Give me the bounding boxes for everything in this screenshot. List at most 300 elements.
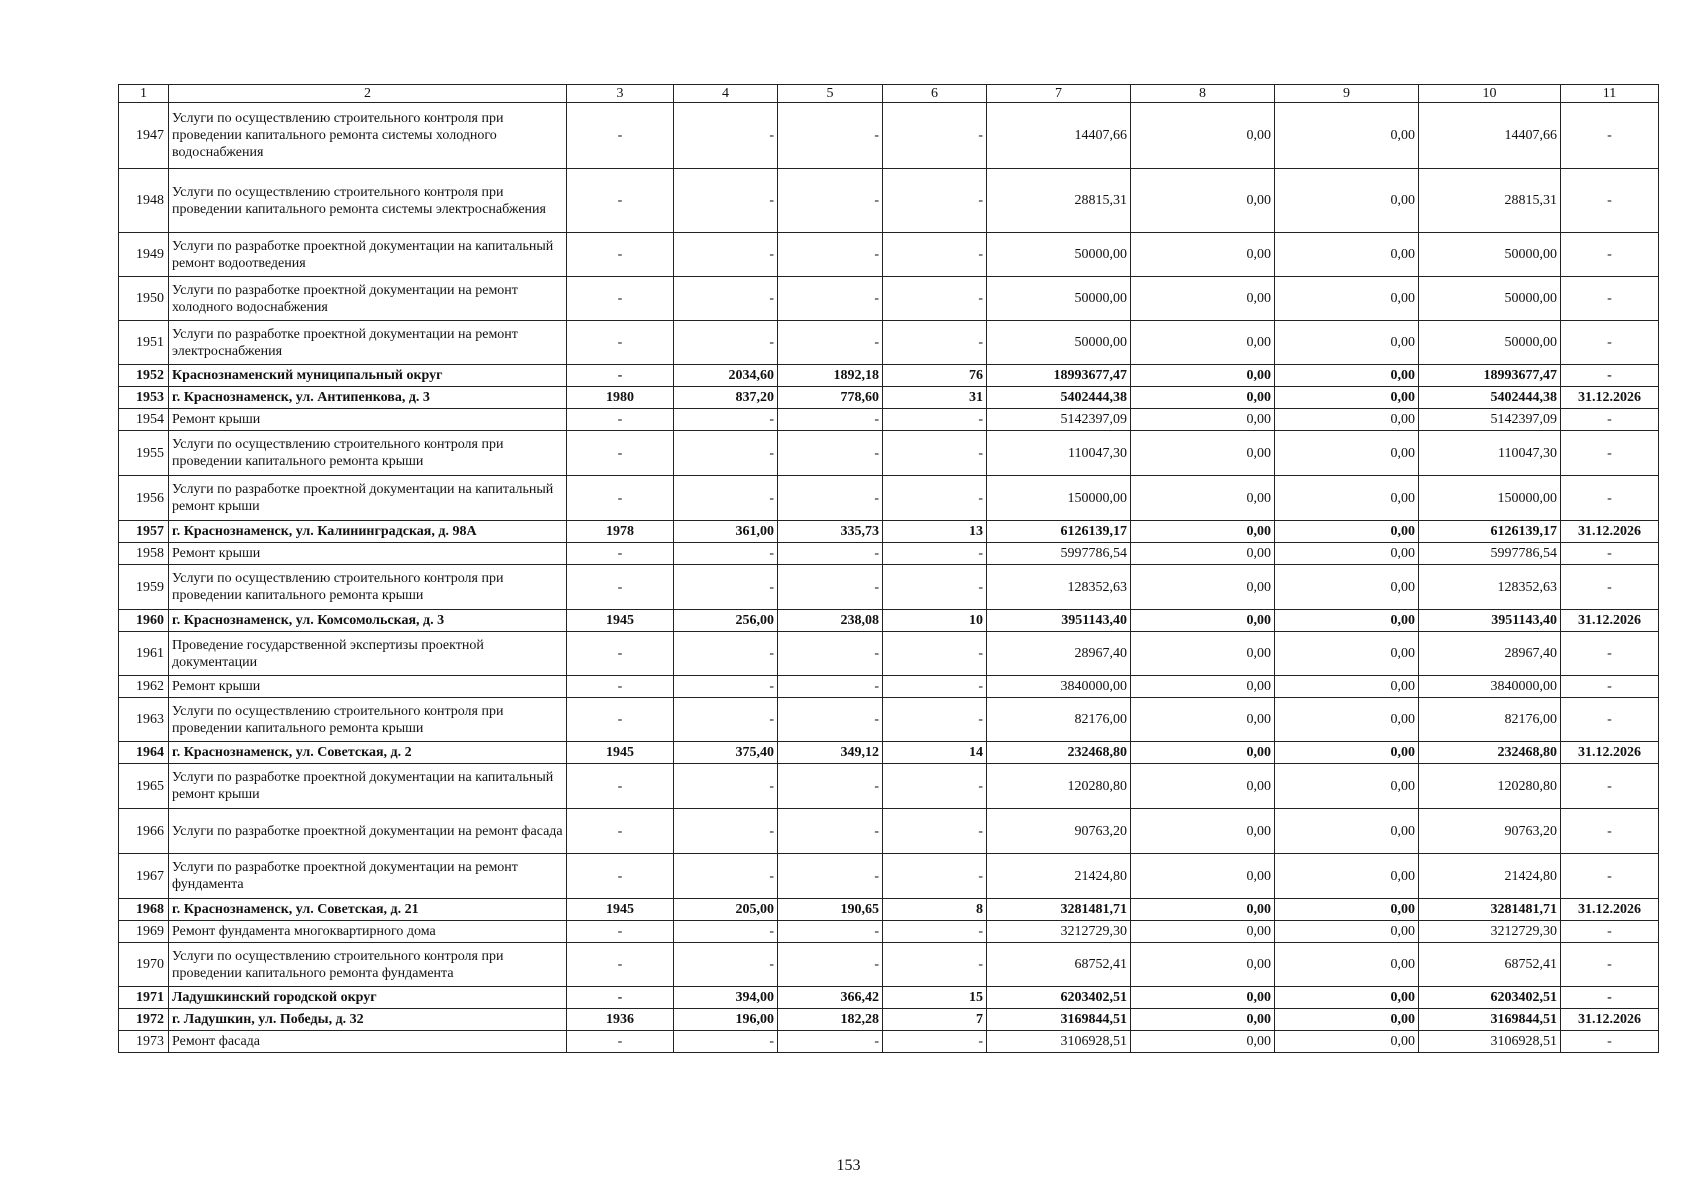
deadline-cell: - <box>1561 321 1659 365</box>
year-cell: - <box>567 809 674 854</box>
area-total-cell: - <box>674 565 778 610</box>
residents-cell: - <box>883 809 987 854</box>
row-number: 1969 <box>119 921 169 943</box>
cost-col10-cell: 232468,80 <box>1419 742 1561 764</box>
row-number: 1965 <box>119 764 169 809</box>
year-cell: - <box>567 365 674 387</box>
residents-cell: - <box>883 431 987 476</box>
area-living-cell: - <box>778 921 883 943</box>
deadline-cell: - <box>1561 1031 1659 1053</box>
residents-cell: - <box>883 921 987 943</box>
cost-col10-cell: 21424,80 <box>1419 854 1561 899</box>
cost-total-cell: 14407,66 <box>987 103 1131 169</box>
column-header: 6 <box>883 85 987 103</box>
area-total-cell: 196,00 <box>674 1009 778 1031</box>
cost-col9-cell: 0,00 <box>1275 233 1419 277</box>
residents-cell: 7 <box>883 1009 987 1031</box>
row-name: г. Краснознаменск, ул. Калининградская, д. 98А <box>169 521 567 543</box>
cost-col9-cell: 0,00 <box>1275 1009 1419 1031</box>
area-living-cell: - <box>778 476 883 521</box>
row-name: Услуги по осуществлению строительного контроля при проведении капитального ремонта крыши <box>169 431 567 476</box>
area-living-cell: - <box>778 854 883 899</box>
cost-col8-cell: 0,00 <box>1131 321 1275 365</box>
column-header: 11 <box>1561 85 1659 103</box>
cost-col10-cell: 18993677,47 <box>1419 365 1561 387</box>
cost-col8-cell: 0,00 <box>1131 409 1275 431</box>
deadline-cell: 31.12.2026 <box>1561 387 1659 409</box>
cost-col10-cell: 5997786,54 <box>1419 543 1561 565</box>
residents-cell: - <box>883 103 987 169</box>
row-name: Услуги по осуществлению строительного контроля при проведении капитального ремонта системы электроснабжения <box>169 169 567 233</box>
deadline-cell: - <box>1561 632 1659 676</box>
cost-col8-cell: 0,00 <box>1131 543 1275 565</box>
table-row <box>119 899 1659 921</box>
row-number: 1973 <box>119 1031 169 1053</box>
area-total-cell: - <box>674 764 778 809</box>
row-number: 1963 <box>119 698 169 742</box>
row-number: 1970 <box>119 943 169 987</box>
cost-total-cell: 28815,31 <box>987 169 1131 233</box>
area-living-cell: - <box>778 321 883 365</box>
cost-total-cell: 3281481,71 <box>987 899 1131 921</box>
cost-total-cell: 3169844,51 <box>987 1009 1131 1031</box>
year-cell: - <box>567 921 674 943</box>
row-name: Услуги по осуществлению строительного контроля при проведении капитального ремонта системы холодного водоснабжения <box>169 103 567 169</box>
deadline-cell: - <box>1561 987 1659 1009</box>
year-cell: - <box>567 1031 674 1053</box>
residents-cell: - <box>883 409 987 431</box>
cost-col9-cell: 0,00 <box>1275 543 1419 565</box>
cost-total-cell: 5402444,38 <box>987 387 1131 409</box>
year-cell: - <box>567 854 674 899</box>
year-cell: 1945 <box>567 742 674 764</box>
cost-col8-cell: 0,00 <box>1131 1031 1275 1053</box>
year-cell: - <box>567 431 674 476</box>
area-living-cell: 238,08 <box>778 610 883 632</box>
year-cell: - <box>567 676 674 698</box>
deadline-cell: - <box>1561 233 1659 277</box>
area-living-cell: 349,12 <box>778 742 883 764</box>
row-number: 1953 <box>119 387 169 409</box>
cost-col10-cell: 82176,00 <box>1419 698 1561 742</box>
table-row <box>119 521 1659 543</box>
cost-total-cell: 5997786,54 <box>987 543 1131 565</box>
cost-col8-cell: 0,00 <box>1131 277 1275 321</box>
year-cell: - <box>567 698 674 742</box>
cost-col9-cell: 0,00 <box>1275 676 1419 698</box>
area-total-cell: 837,20 <box>674 387 778 409</box>
cost-col8-cell: 0,00 <box>1131 854 1275 899</box>
year-cell: 1945 <box>567 610 674 632</box>
deadline-cell: - <box>1561 409 1659 431</box>
area-total-cell: - <box>674 543 778 565</box>
area-living-cell: - <box>778 543 883 565</box>
cost-col10-cell: 5402444,38 <box>1419 387 1561 409</box>
residents-cell: 13 <box>883 521 987 543</box>
cost-col9-cell: 0,00 <box>1275 632 1419 676</box>
row-number: 1960 <box>119 610 169 632</box>
residents-cell: - <box>883 543 987 565</box>
cost-col8-cell: 0,00 <box>1131 169 1275 233</box>
cost-col8-cell: 0,00 <box>1131 809 1275 854</box>
column-header: 8 <box>1131 85 1275 103</box>
cost-col9-cell: 0,00 <box>1275 698 1419 742</box>
cost-col10-cell: 3840000,00 <box>1419 676 1561 698</box>
area-total-cell: - <box>674 921 778 943</box>
cost-total-cell: 110047,30 <box>987 431 1131 476</box>
row-name: г. Краснознаменск, ул. Советская, д. 21 <box>169 899 567 921</box>
column-header: 3 <box>567 85 674 103</box>
cost-col9-cell: 0,00 <box>1275 387 1419 409</box>
area-living-cell: 335,73 <box>778 521 883 543</box>
table-row <box>119 943 1659 987</box>
row-name: Услуги по разработке проектной документации на капитальный ремонт крыши <box>169 476 567 521</box>
deadline-cell: - <box>1561 809 1659 854</box>
cost-col10-cell: 28815,31 <box>1419 169 1561 233</box>
year-cell: - <box>567 565 674 610</box>
area-living-cell: 778,60 <box>778 387 883 409</box>
cost-col10-cell: 150000,00 <box>1419 476 1561 521</box>
row-number: 1961 <box>119 632 169 676</box>
cost-total-cell: 150000,00 <box>987 476 1131 521</box>
row-number: 1959 <box>119 565 169 610</box>
year-cell: - <box>567 103 674 169</box>
cost-col8-cell: 0,00 <box>1131 387 1275 409</box>
year-cell: - <box>567 764 674 809</box>
cost-col9-cell: 0,00 <box>1275 103 1419 169</box>
deadline-cell: 31.12.2026 <box>1561 1009 1659 1031</box>
table-row <box>119 431 1659 476</box>
row-number: 1947 <box>119 103 169 169</box>
cost-col9-cell: 0,00 <box>1275 565 1419 610</box>
deadline-cell: - <box>1561 676 1659 698</box>
cost-col9-cell: 0,00 <box>1275 742 1419 764</box>
deadline-cell: 31.12.2026 <box>1561 742 1659 764</box>
deadline-cell: - <box>1561 565 1659 610</box>
area-living-cell: - <box>778 103 883 169</box>
row-name: г. Краснознаменск, ул. Комсомольская, д. 3 <box>169 610 567 632</box>
cost-col9-cell: 0,00 <box>1275 521 1419 543</box>
column-header: 5 <box>778 85 883 103</box>
cost-col9-cell: 0,00 <box>1275 169 1419 233</box>
area-living-cell: - <box>778 431 883 476</box>
table-row <box>119 565 1659 610</box>
area-total-cell: - <box>674 854 778 899</box>
cost-col10-cell: 3106928,51 <box>1419 1031 1561 1053</box>
cost-total-cell: 3106928,51 <box>987 1031 1131 1053</box>
area-living-cell: - <box>778 233 883 277</box>
row-number: 1955 <box>119 431 169 476</box>
area-total-cell: 375,40 <box>674 742 778 764</box>
column-header: 10 <box>1419 85 1561 103</box>
row-number: 1968 <box>119 899 169 921</box>
residents-cell: - <box>883 277 987 321</box>
area-living-cell: - <box>778 565 883 610</box>
row-number: 1954 <box>119 409 169 431</box>
area-total-cell: 2034,60 <box>674 365 778 387</box>
residents-cell: - <box>883 321 987 365</box>
residents-cell: - <box>883 943 987 987</box>
cost-col10-cell: 3169844,51 <box>1419 1009 1561 1031</box>
row-number: 1962 <box>119 676 169 698</box>
cost-col10-cell: 3281481,71 <box>1419 899 1561 921</box>
area-living-cell: - <box>778 169 883 233</box>
year-cell: 1980 <box>567 387 674 409</box>
cost-total-cell: 28967,40 <box>987 632 1131 676</box>
cost-col8-cell: 0,00 <box>1131 565 1275 610</box>
cost-col10-cell: 68752,41 <box>1419 943 1561 987</box>
row-number: 1966 <box>119 809 169 854</box>
capital-repair-table <box>118 84 1659 1053</box>
area-total-cell: - <box>674 943 778 987</box>
cost-col10-cell: 3951143,40 <box>1419 610 1561 632</box>
deadline-cell: 31.12.2026 <box>1561 521 1659 543</box>
deadline-cell: 31.12.2026 <box>1561 610 1659 632</box>
cost-total-cell: 90763,20 <box>987 809 1131 854</box>
row-number: 1951 <box>119 321 169 365</box>
deadline-cell: - <box>1561 277 1659 321</box>
cost-col10-cell: 128352,63 <box>1419 565 1561 610</box>
row-number: 1957 <box>119 521 169 543</box>
table-row <box>119 543 1659 565</box>
cost-col8-cell: 0,00 <box>1131 233 1275 277</box>
area-total-cell: - <box>674 409 778 431</box>
cost-col8-cell: 0,00 <box>1131 1009 1275 1031</box>
cost-total-cell: 128352,63 <box>987 565 1131 610</box>
area-total-cell: - <box>674 321 778 365</box>
residents-cell: 15 <box>883 987 987 1009</box>
area-total-cell: - <box>674 1031 778 1053</box>
cost-col9-cell: 0,00 <box>1275 321 1419 365</box>
cost-total-cell: 120280,80 <box>987 764 1131 809</box>
row-number: 1948 <box>119 169 169 233</box>
cost-total-cell: 6126139,17 <box>987 521 1131 543</box>
table-row <box>119 764 1659 809</box>
year-cell: 1945 <box>567 899 674 921</box>
area-total-cell: - <box>674 476 778 521</box>
cost-total-cell: 3212729,30 <box>987 921 1131 943</box>
table-row <box>119 809 1659 854</box>
year-cell: - <box>567 409 674 431</box>
cost-col10-cell: 5142397,09 <box>1419 409 1561 431</box>
area-living-cell: - <box>778 943 883 987</box>
area-living-cell: - <box>778 632 883 676</box>
cost-col8-cell: 0,00 <box>1131 921 1275 943</box>
row-name: Услуги по разработке проектной документации на ремонт холодного водоснабжения <box>169 277 567 321</box>
deadline-cell: - <box>1561 921 1659 943</box>
row-name: г. Ладушкин, ул. Победы, д. 32 <box>169 1009 567 1031</box>
area-total-cell: - <box>674 233 778 277</box>
table-row <box>119 233 1659 277</box>
cost-col10-cell: 50000,00 <box>1419 277 1561 321</box>
cost-col9-cell: 0,00 <box>1275 854 1419 899</box>
area-total-cell: 394,00 <box>674 987 778 1009</box>
cost-col9-cell: 0,00 <box>1275 409 1419 431</box>
deadline-cell: - <box>1561 854 1659 899</box>
row-name: г. Краснознаменск, ул. Советская, д. 2 <box>169 742 567 764</box>
cost-col8-cell: 0,00 <box>1131 632 1275 676</box>
cost-total-cell: 18993677,47 <box>987 365 1131 387</box>
residents-cell: - <box>883 632 987 676</box>
row-name: Услуги по разработке проектной документации на капитальный ремонт крыши <box>169 764 567 809</box>
cost-col9-cell: 0,00 <box>1275 809 1419 854</box>
residents-cell: 76 <box>883 365 987 387</box>
cost-col10-cell: 6203402,51 <box>1419 987 1561 1009</box>
table-row <box>119 610 1659 632</box>
year-cell: - <box>567 476 674 521</box>
residents-cell: - <box>883 764 987 809</box>
cost-col8-cell: 0,00 <box>1131 676 1275 698</box>
deadline-cell: - <box>1561 943 1659 987</box>
deadline-cell: - <box>1561 365 1659 387</box>
cost-col10-cell: 14407,66 <box>1419 103 1561 169</box>
cost-col8-cell: 0,00 <box>1131 610 1275 632</box>
residents-cell: - <box>883 233 987 277</box>
area-living-cell: - <box>778 277 883 321</box>
cost-col8-cell: 0,00 <box>1131 476 1275 521</box>
area-total-cell: - <box>674 632 778 676</box>
deadline-cell: - <box>1561 764 1659 809</box>
cost-col10-cell: 28967,40 <box>1419 632 1561 676</box>
area-living-cell: 1892,18 <box>778 365 883 387</box>
residents-cell: 8 <box>883 899 987 921</box>
column-number-row <box>119 85 1659 103</box>
area-total-cell: - <box>674 809 778 854</box>
row-name: Услуги по разработке проектной документации на капитальный ремонт водоотведения <box>169 233 567 277</box>
table-row <box>119 103 1659 169</box>
row-number: 1958 <box>119 543 169 565</box>
cost-col10-cell: 3212729,30 <box>1419 921 1561 943</box>
deadline-cell: - <box>1561 169 1659 233</box>
area-living-cell: - <box>778 409 883 431</box>
row-name: Краснознаменский муниципальный округ <box>169 365 567 387</box>
row-name: Услуги по разработке проектной документации на ремонт фундамента <box>169 854 567 899</box>
residents-cell: - <box>883 169 987 233</box>
year-cell: 1978 <box>567 521 674 543</box>
cost-col10-cell: 50000,00 <box>1419 321 1561 365</box>
row-name: Услуги по осуществлению строительного контроля при проведении капитального ремонта фундамента <box>169 943 567 987</box>
area-living-cell: - <box>778 809 883 854</box>
row-name: Услуги по разработке проектной документации на ремонт фасада <box>169 809 567 854</box>
row-name: Услуги по осуществлению строительного контроля при проведении капитального ремонта крыши <box>169 565 567 610</box>
cost-total-cell: 5142397,09 <box>987 409 1131 431</box>
row-name: Ремонт фундамента многоквартирного дома <box>169 921 567 943</box>
table-row <box>119 321 1659 365</box>
cost-col10-cell: 6126139,17 <box>1419 521 1561 543</box>
column-header: 9 <box>1275 85 1419 103</box>
table-body <box>119 103 1659 1053</box>
residents-cell: - <box>883 476 987 521</box>
cost-col8-cell: 0,00 <box>1131 365 1275 387</box>
cost-col8-cell: 0,00 <box>1131 943 1275 987</box>
table-row <box>119 365 1659 387</box>
area-living-cell: - <box>778 764 883 809</box>
row-number: 1967 <box>119 854 169 899</box>
table-row <box>119 987 1659 1009</box>
table-row <box>119 409 1659 431</box>
row-name: Ремонт крыши <box>169 676 567 698</box>
cost-col8-cell: 0,00 <box>1131 764 1275 809</box>
year-cell: - <box>567 987 674 1009</box>
residents-cell: 14 <box>883 742 987 764</box>
year-cell: - <box>567 543 674 565</box>
row-number: 1952 <box>119 365 169 387</box>
area-living-cell: - <box>778 698 883 742</box>
cost-col8-cell: 0,00 <box>1131 742 1275 764</box>
row-name: Услуги по осуществлению строительного контроля при проведении капитального ремонта крыши <box>169 698 567 742</box>
cost-total-cell: 82176,00 <box>987 698 1131 742</box>
cost-col10-cell: 50000,00 <box>1419 233 1561 277</box>
cost-col8-cell: 0,00 <box>1131 103 1275 169</box>
row-number: 1949 <box>119 233 169 277</box>
table-row <box>119 169 1659 233</box>
year-cell: 1936 <box>567 1009 674 1031</box>
deadline-cell: - <box>1561 103 1659 169</box>
row-number: 1972 <box>119 1009 169 1031</box>
cost-col9-cell: 0,00 <box>1275 943 1419 987</box>
cost-col9-cell: 0,00 <box>1275 365 1419 387</box>
cost-col9-cell: 0,00 <box>1275 764 1419 809</box>
area-living-cell: - <box>778 1031 883 1053</box>
area-total-cell: - <box>674 698 778 742</box>
cost-col9-cell: 0,00 <box>1275 987 1419 1009</box>
table-row <box>119 632 1659 676</box>
cost-col9-cell: 0,00 <box>1275 476 1419 521</box>
residents-cell: - <box>883 698 987 742</box>
year-cell: - <box>567 277 674 321</box>
residents-cell: 31 <box>883 387 987 409</box>
residents-cell: - <box>883 565 987 610</box>
cost-col10-cell: 120280,80 <box>1419 764 1561 809</box>
cost-col9-cell: 0,00 <box>1275 277 1419 321</box>
cost-col8-cell: 0,00 <box>1131 521 1275 543</box>
cost-total-cell: 50000,00 <box>987 233 1131 277</box>
cost-col9-cell: 0,00 <box>1275 1031 1419 1053</box>
area-total-cell: - <box>674 277 778 321</box>
area-total-cell: - <box>674 103 778 169</box>
row-number: 1971 <box>119 987 169 1009</box>
cost-col9-cell: 0,00 <box>1275 899 1419 921</box>
table-row <box>119 1031 1659 1053</box>
cost-total-cell: 232468,80 <box>987 742 1131 764</box>
residents-cell: 10 <box>883 610 987 632</box>
area-living-cell: 366,42 <box>778 987 883 1009</box>
cost-total-cell: 50000,00 <box>987 277 1131 321</box>
column-header: 4 <box>674 85 778 103</box>
column-header: 2 <box>169 85 567 103</box>
table-row <box>119 698 1659 742</box>
deadline-cell: - <box>1561 476 1659 521</box>
cost-col10-cell: 110047,30 <box>1419 431 1561 476</box>
area-total-cell: - <box>674 431 778 476</box>
table-row <box>119 921 1659 943</box>
row-number: 1964 <box>119 742 169 764</box>
cost-col10-cell: 90763,20 <box>1419 809 1561 854</box>
cost-col8-cell: 0,00 <box>1131 698 1275 742</box>
area-living-cell: 190,65 <box>778 899 883 921</box>
cost-total-cell: 68752,41 <box>987 943 1131 987</box>
deadline-cell: - <box>1561 698 1659 742</box>
row-name: Ремонт крыши <box>169 543 567 565</box>
table-row <box>119 387 1659 409</box>
cost-col9-cell: 0,00 <box>1275 431 1419 476</box>
table-row <box>119 277 1659 321</box>
cost-total-cell: 3951143,40 <box>987 610 1131 632</box>
year-cell: - <box>567 169 674 233</box>
row-name: г. Краснознаменск, ул. Антипенкова, д. 3 <box>169 387 567 409</box>
table-row <box>119 854 1659 899</box>
area-living-cell: 182,28 <box>778 1009 883 1031</box>
